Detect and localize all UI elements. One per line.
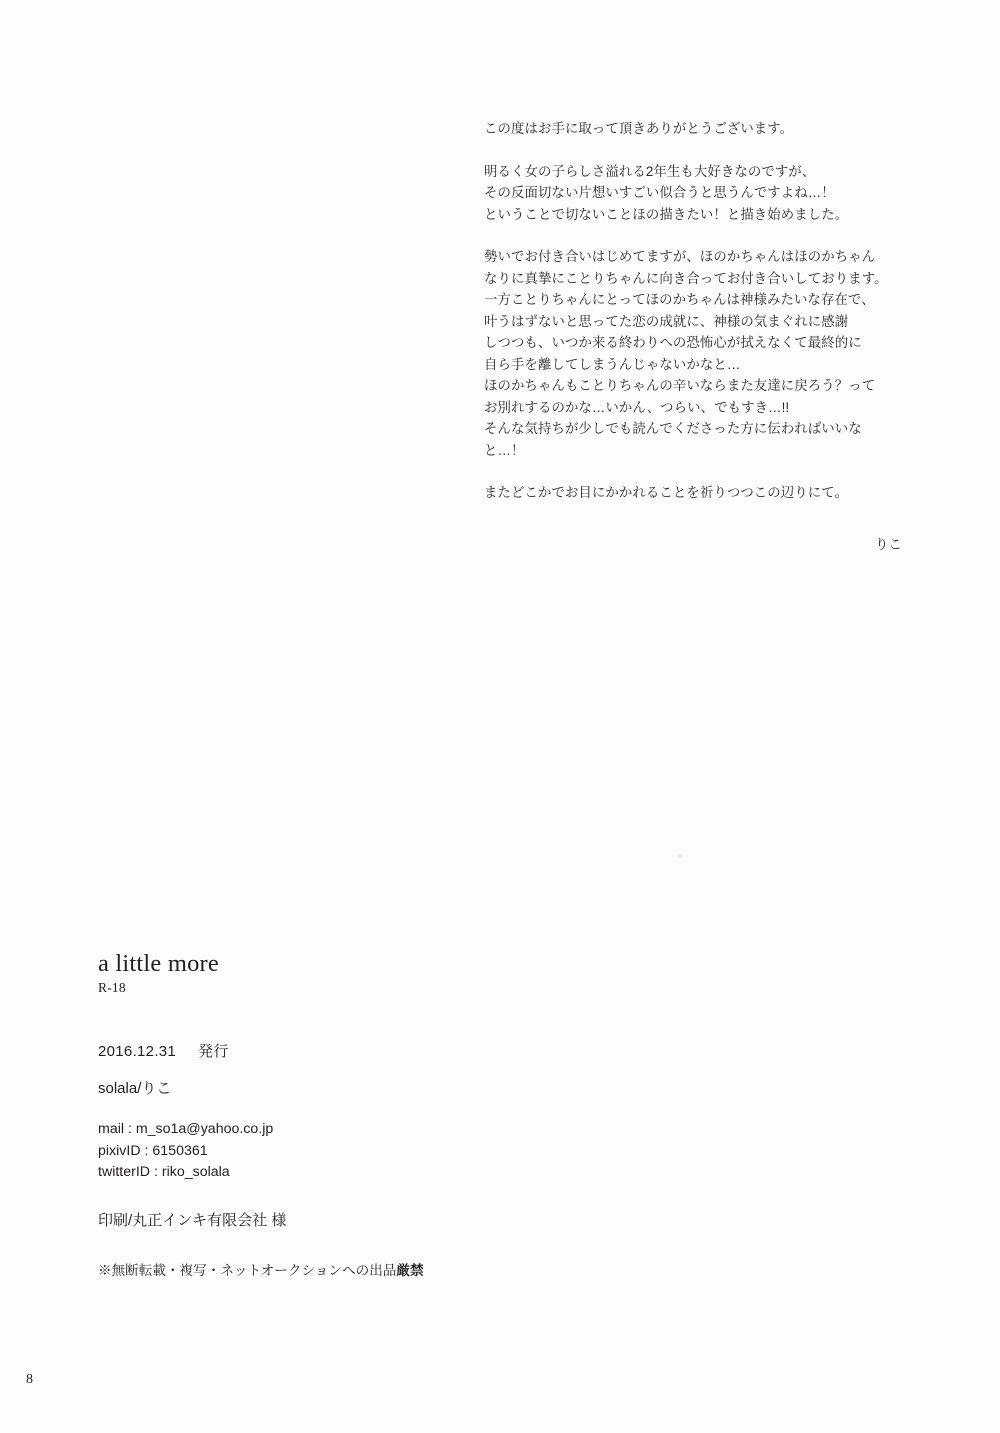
afterword-para2-line6: 自ら手を離してしまうんじゃないかなと… [484, 356, 741, 372]
contact-list [98, 1119, 618, 1184]
publication-date: 2016.12.31 [98, 1043, 177, 1060]
afterword-para1-line2: その反面切ない片想いすごい似合うと思うんですよね…！ [484, 185, 835, 200]
afterword-para2-line9: そんな気持ちが少しでも読んでくださった方に伝わればいいな [484, 421, 862, 436]
afterword-para2-line7: ほのかちゃんもことりちゃんの辛いならまた友達に戻ろう？って [484, 378, 876, 393]
printer-credit: 印刷/丸正インキ有限会社 様 [98, 1211, 287, 1229]
age-rating: R-18 [98, 980, 126, 995]
colophon [98, 950, 618, 1281]
author-signature: りこ [875, 536, 902, 552]
page-number: 8 [26, 1372, 33, 1387]
afterword-para2-line3: 一方ことりちゃんにとってほのかちゃんは神様みたいな存在で、 [484, 292, 875, 307]
book-title: a little more [98, 950, 219, 977]
contact-pixiv: pixivID : 6150361 [98, 1142, 208, 1159]
spacer [484, 461, 924, 482]
afterword-closing: またどこかでお目にかかれることを祈りつつこの辺りにて。 [484, 485, 848, 500]
afterword-para1-line1: 明るく女の子らしさ溢れる2年生も大好きなのですが、 [484, 163, 816, 179]
afterword-para2-line2: なりに真摯にことりちゃんに向き合ってお付き合いしております。 [484, 270, 888, 286]
afterword-para2-line5: しつつも、いつか来る終わりへの恐怖心が拭えなくて最終的に [484, 335, 862, 350]
copyright-notice-emphasis: 厳禁 [396, 1262, 424, 1278]
circle-and-author: solala/りこ [98, 1080, 172, 1097]
spacer [484, 225, 924, 246]
afterword-para2-line1: 勢いでお付き合いはじめてますが、ほのかちゃんはほのかちゃん [484, 249, 876, 264]
afterword-intro: この度はお手に取って頂きありがとうございます。 [484, 121, 794, 136]
afterword-para2-line4: 叶うはずないと思ってた恋の成就に、神様の気まぐれに感謝 [484, 313, 849, 329]
publication-line [98, 1041, 618, 1063]
afterword-para2-line10: と…！ [484, 442, 525, 458]
copyright-notice-text: ※無断転載・複写・ネットオークションへの出品 [98, 1262, 397, 1278]
contact-mail: mail : m_so1a@yahoo.co.jp [98, 1121, 274, 1137]
afterword-para2-line8: お別れするのかな…いかん、つらい、でもすき…!! [484, 399, 790, 415]
afterword-para1-line3: ということで切ないことほの描きたい！と描き始めました。 [484, 206, 849, 222]
copyright-notice [98, 1261, 618, 1281]
publication-label: 発行 [198, 1043, 229, 1060]
afterword-text [484, 118, 924, 555]
spacer [484, 140, 924, 161]
print-artifact-dot [679, 855, 681, 857]
contact-twitter: twitterID : riko_solala [98, 1164, 230, 1180]
